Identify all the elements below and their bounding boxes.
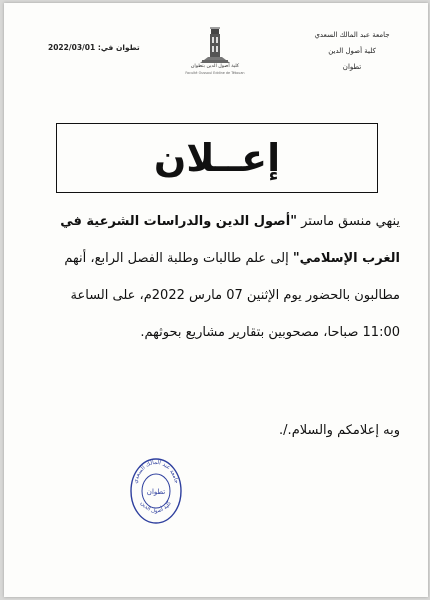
body-line-1 <box>20 203 400 240</box>
official-stamp-icon <box>128 456 184 526</box>
document-date: تطوان في: 2022/03/01 <box>48 43 140 52</box>
document-page <box>4 3 428 597</box>
university-name: جامعة عبد المالك السعدي <box>314 31 390 39</box>
master-name-part-2: الغرب الإسلامي" <box>292 251 400 266</box>
body-line-2 <box>20 240 400 277</box>
faculty-name: كلية أصول الدين <box>328 47 376 55</box>
svg-text:جامعة عبد المالك السعدي <box>133 460 180 484</box>
stamp-bottom-text: كلية أصول الدين <box>139 500 173 515</box>
body-line-4: 11:00 صباحا، مصحوبين بتقارير مشاريع بحوثهم. <box>140 325 400 340</box>
closing-line: وبه إعلامكم والسلام./. <box>279 423 400 438</box>
institution-header <box>292 27 412 75</box>
svg-text:كلية أصول الدين <box>139 500 173 515</box>
body-line-3: مطالبون بالحضور يوم الإثنين 07 مارس 2022م، على الساعة <box>70 288 400 303</box>
body-line-1-intro: ينهي منسق ماستر <box>296 214 400 229</box>
logo-caption-latin: Faculté Oussoul Eddine de Tétouan <box>185 71 245 75</box>
stamp-ring-text: جامعة عبد المالك السعدي <box>132 459 180 485</box>
announcement-title-box <box>56 123 378 193</box>
announcement-title: إعــلان <box>153 136 281 180</box>
logo-caption-arabic: كلية أصول الدين بتطوان <box>190 64 240 69</box>
master-name-part-1: "أصول الدين والدراسات الشرعية في <box>60 214 297 229</box>
stamp-center-text: تطوان <box>146 488 166 496</box>
body-line-2-rest: إلى علم طالبات وطلبة الفصل الرابع، أنهم <box>64 251 293 266</box>
announcement-body <box>20 203 400 351</box>
city-name: تطوان <box>342 63 362 71</box>
